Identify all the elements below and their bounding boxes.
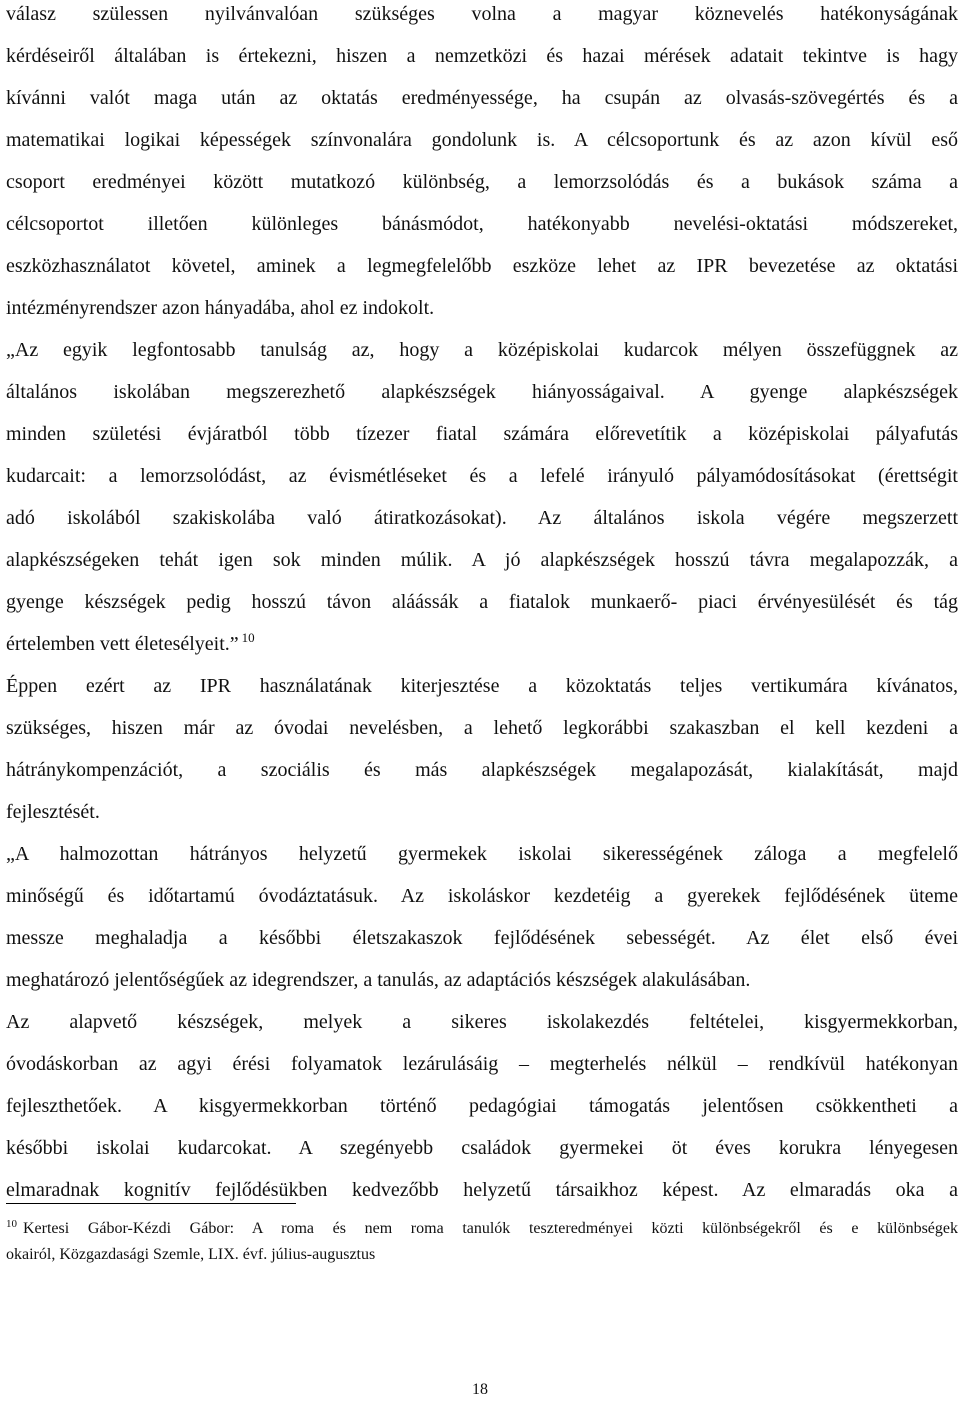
footnote-number: 10 [6, 1218, 17, 1230]
body-line-7: eszközhasználatot követel, aminek a legmegfelelőbb eszköze lehet az IPR bevezetése az oktatási [6, 255, 958, 277]
quote-2-line-3: messze meghaladja a későbbi életszakaszok fejlődésének sebességét. Az élet első évei [6, 927, 958, 949]
body-line-26: óvodáskorban az agyi érési folyamatok lezárulásáig – megterhelés nélkül – rendkívül hatékonyan [6, 1053, 958, 1075]
quote-1-line-2: általános iskolában megszerezhető alapkészségek hiányosságaival. A gyenge alapkészségek [6, 381, 958, 403]
body-line-17: Éppen ezért az IPR használatának kiterjesztése a közoktatás teljes vertikumára kívánatos, [6, 675, 958, 697]
page-number: 18 [472, 1381, 488, 1398]
body-line-29: elmaradnak kognitív fejlődésükben kedvezőbb helyzetű társaikhoz képest. Az elmaradás oka a [6, 1179, 958, 1201]
quote-1-last-text: értelemben vett életesélyeit.” [6, 633, 239, 655]
body-line-19: hátránykompenzációt, a szociális és más alapkészségek megalapozását, kialakítását, majd [6, 759, 958, 781]
body-line-6: célcsoportot illetően különleges bánásmódot, hatékonyabb nevelési-oktatási módszereket, [6, 213, 958, 235]
quote-1-line-4: kudarcait: a lemorzsolódást, az évismétléseket és a lefelé irányuló pályamódosításokat (érettségit [6, 465, 958, 487]
body-line-8: intézményrendszer azon hányadába, ahol ez indokolt. [6, 297, 435, 319]
body-line-2: kérdéseiről általában is értekezni, hiszen a nemzetközi és hazai mérések adatait tekintve is hagy [6, 45, 958, 67]
quote-1-line-3: minden születési évjáratból több tízezer fiatal számára előrevetítik a középiskolai pályafutás [6, 423, 958, 445]
quote-2-line-1: „A halmozottan hátrányos helyzetű gyermekek iskolai sikerességének záloga a megfelelő [6, 843, 958, 865]
quote-1-line-5: adó iskolából szakiskolába való átiratkozásokat). Az általános iskola végére megszerzett [6, 507, 958, 529]
body-line-5: csoport eredményei között mutatkozó különbség, a lemorzsolódás és a bukások száma a [6, 171, 958, 193]
quote-1-line-1: „Az egyik legfontosabb tanulság az, hogy a középiskolai kudarcok mélyen összefüggnek az [6, 339, 958, 361]
quote-1-line-6: alapkészségeken tehát igen sok minden múlik. A jó alapkészségek hosszú távra megalapozzák, a [6, 549, 958, 571]
body-line-18: szükséges, hiszen már az óvodai nevelésben, a lehető legkorábbi szakaszban el kell kezdeni a [6, 717, 958, 739]
body-line-4: matematikai logikai képességek színvonalára gondolunk is. A célcsoportunk és az azon kívül eső [6, 129, 958, 151]
footnote-line-2: okairól, Közgazdasági Szemle, LIX. évf. július-augusztus [6, 1246, 376, 1263]
body-line-27: fejleszthetőek. A kisgyermekkorban történő pedagógiai támogatás jelentősen csökkentheti a [6, 1095, 958, 1117]
body-line-1: válasz szülessen nyilvánvalóan szükséges volna a magyar köznevelés hatékonyságának [6, 3, 958, 25]
footnote-text-1: Kertesi Gábor-Kézdi Gábor: A roma és nem roma tanulók teszteredményei közti különbségekről és e különbségek [23, 1220, 958, 1237]
footnote-line-1 [6, 1218, 958, 1240]
footnote-separator [6, 1203, 296, 1204]
body-line-25: Az alapvető készségek, melyek a sikeres iskolakezdés feltételei, kisgyermekkorban, [6, 1011, 958, 1033]
body-line-3: kívánni valót maga után az oktatás eredményessége, ha csupán az olvasás-szövegértés és a [6, 87, 958, 109]
quote-1-line-7: gyenge készségek pedig hosszú távon aláássák a fiatalok munkaerő- piaci érvényesülését és tág [6, 591, 958, 613]
footnote-reference: 10 [241, 630, 255, 646]
quote-2-line-2: minőségű és időtartamú óvodáztatásuk. Az iskoláskor kezdetéig a gyerekek fejlődésének üteme [6, 885, 958, 907]
quote-1-line-8 [6, 630, 958, 658]
quote-2-line-4: meghatározó jelentőségűek az idegrendszer, a tanulás, az adaptációs készségek alakulásában. [6, 969, 751, 991]
body-line-20: fejlesztését. [6, 801, 100, 823]
body-line-28: későbbi iskolai kudarcokat. A szegényebb családok gyermekei öt éves korukra lényegesen [6, 1137, 958, 1159]
